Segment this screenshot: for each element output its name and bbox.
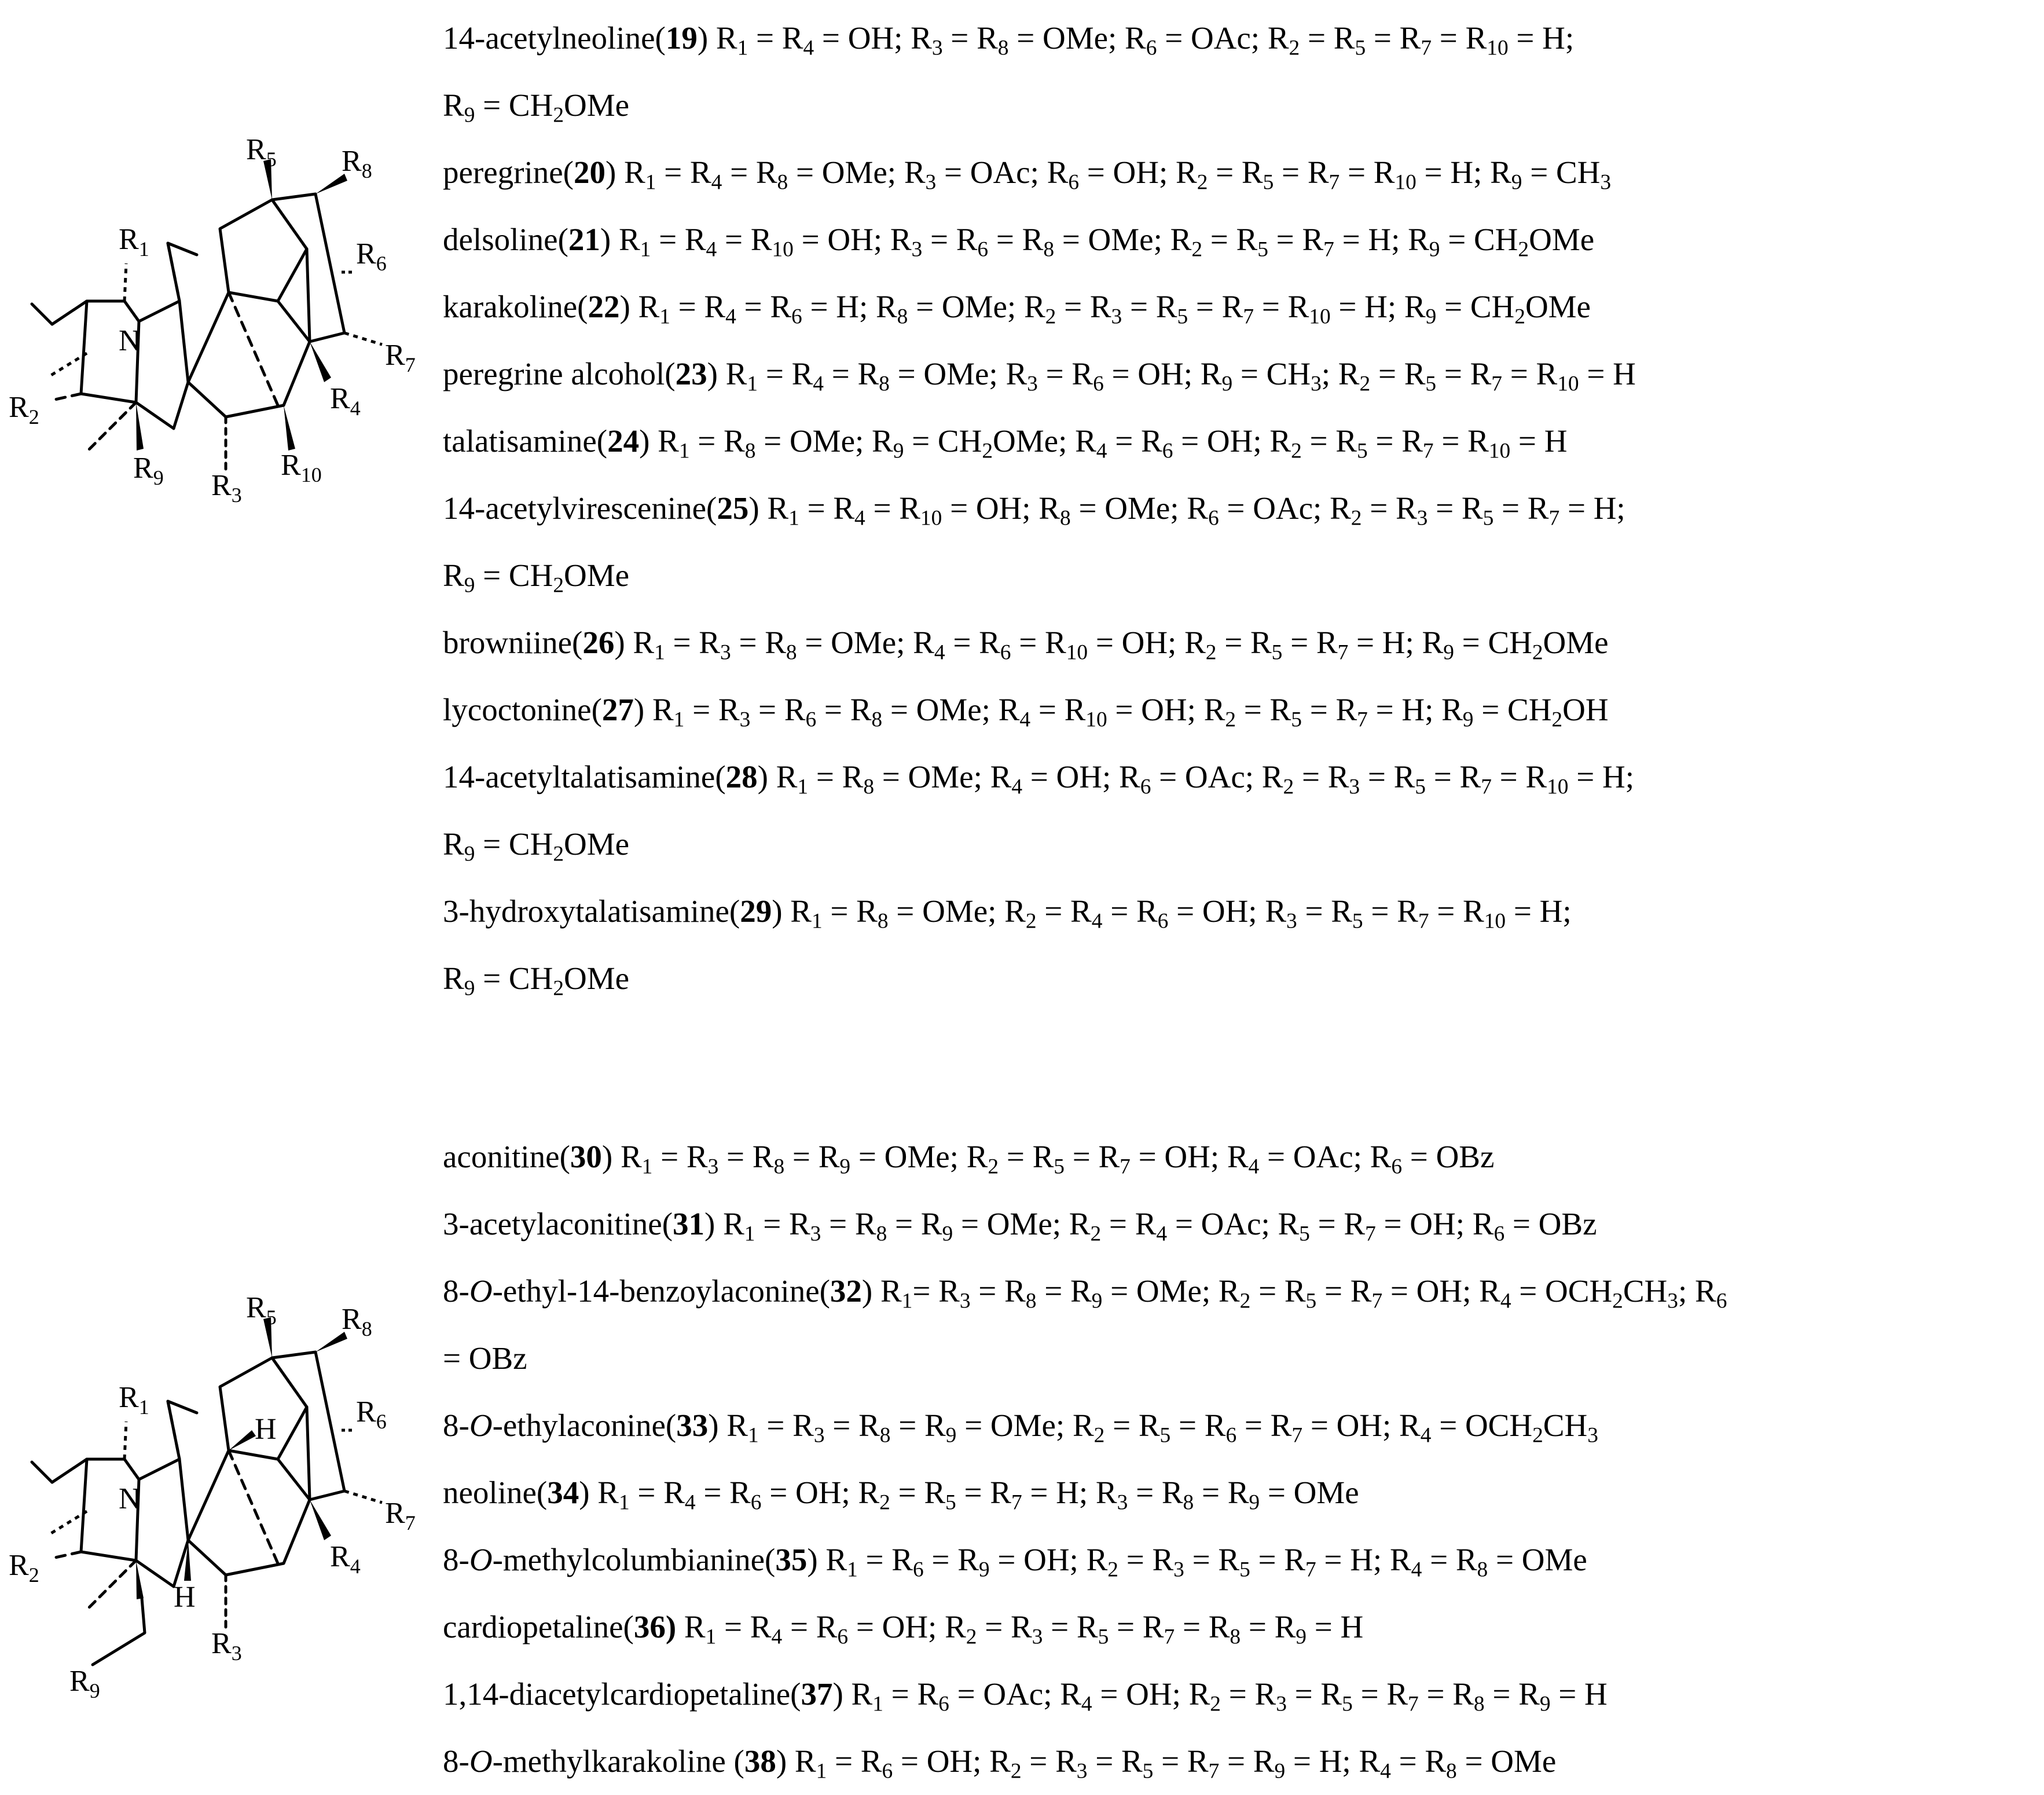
- label-r2: $R_2$: [9, 391, 39, 428]
- panel-b: [0, 1089, 2044, 1794]
- compound-line: $R_9 = CH_2OMe$: [443, 558, 630, 598]
- compound-line: 8-O-methylcolumbianine(35) $R_1 = R_6 = R_9$ = OH; $R_2 = R_3 = R_5 = R_7 = H$; $R_4 = R_8$ = OMe: [443, 1542, 1587, 1582]
- compound-line: 8-O-ethyl-14-benzoylaconine(32) $R_1= R_3 = R_8 = R_9$ = OMe; $R_2 = R_5 = R_7$ = OH; $R_4 = OCH_2CH_3$; $R_6$: [443, 1273, 1727, 1313]
- label-r8: $R_8$: [342, 1303, 372, 1340]
- compound-line: delsoline(21) $R_1 = R_4 = R_{10}$ = OH; $R_3 = R_6 = R_8$ = OMe; $R_2 = R_5 = R_7 = H$; $R_9 = CH_2OMe$: [443, 222, 1595, 262]
- label-r1: $R_1$: [119, 1381, 149, 1419]
- compound-line: neoline(34) $R_1 = R_4 = R_6$ = OH; $R_2 = R_5 = R_7 = H$; $R_3 = R_8 = R_9$ = OMe: [443, 1475, 1359, 1515]
- label-r6: $R_6$: [356, 237, 387, 275]
- compound-line: peregrine(20) $R_1 = R_4 = R_8$ = OMe; $R_3$ = OAc; $R_6$ = OH; $R_2 = R_5 = R_7 = R_{10} = H$; $R_9 = CH_3$: [443, 155, 1612, 195]
- compound-list-b: [443, 1123, 2029, 1795]
- compound-line: $R_9 = CH_2OMe$: [443, 961, 630, 1001]
- label-r5: $R_5$: [246, 133, 277, 171]
- compound-line: lycoctonine(27) $R_1 = R_3 = R_6 = R_8$ = OMe; $R_4 = R_{10}$ = OH; $R_2 = R_5 = R_7 = H$; $R_9 = CH_2OH$: [443, 692, 1609, 732]
- compound-line: 8-O-methylkarakoline (38) $R_1 = R_6$ = OH; $R_2 = R_3 = R_5 = R_7 = R_9 = H$; $R_4 = R_8$ = OMe: [443, 1743, 1557, 1783]
- label-r4: $R_4$: [330, 382, 361, 420]
- compound-line: 14-acetylneoline(19) $R_1 = R_4$ = OH; $R_3 = R_8$ = OMe; $R_6$ = OAc; $R_2 = R_5 = R_7 = R_{10} = H$;: [443, 20, 1575, 60]
- label-r7: $R_7$: [385, 339, 416, 376]
- label-r3: $R_3$: [211, 1627, 242, 1665]
- compound-list-a: [443, 5, 2029, 1012]
- compound-line: 3-acetylaconitine(31) $R_1 = R_3 = R_8 = R_9$ = OMe; $R_2 = R_4$ = OAc; $R_5 = R_7$ = OH; $R_6$ = OBz: [443, 1206, 1597, 1246]
- label-r9: $R_9$: [133, 452, 164, 489]
- label-r1: $R_1$: [119, 223, 149, 261]
- structure-a: [0, 0, 440, 533]
- structure-b: [0, 1089, 440, 1702]
- label-r10: $R_{10}$: [281, 449, 322, 486]
- label-r7: $R_7$: [385, 1497, 416, 1534]
- atom-h-bottom: H: [174, 1581, 196, 1614]
- compound-line: talatisamine(24) $R_1 = R_8$ = OMe; $R_9 = CH_2OMe$; $R_4 = R_6$ = OH; $R_2 = R_5 = R_7 = R_{10} = H$: [443, 423, 1568, 463]
- compound-line: 3-hydroxytalatisamine(29) $R_1 = R_8$ = OMe; $R_2 = R_4 = R_6$ = OH; $R_3 = R_5 = R_7 = R_{10} = H$;: [443, 893, 1572, 933]
- compound-line: 8-O-ethylaconine(33) $R_1 = R_3 = R_8 = R_9$ = OMe; $R_2 = R_5 = R_6 = R_7$ = OH; $R_4 = OCH_2CH_3$: [443, 1408, 1598, 1448]
- label-r5: $R_5$: [246, 1291, 277, 1329]
- label-r3: $R_3$: [211, 469, 242, 507]
- compound-line: browniine(26) $R_1 = R_3 = R_8$ = OMe; $R_4 = R_6 = R_{10}$ = OH; $R_2 = R_5 = R_7 = H$; $R_9 = CH_2OMe$: [443, 625, 1609, 665]
- compound-line: peregrine alcohol(23) $R_1 = R_4 = R_8$ = OMe; $R_3 = R_6$ = OH; $R_9 = CH_3$; $R_2 = R_5 = R_7 = R_{10} = H$: [443, 356, 1636, 396]
- label-r9: $R_9$: [69, 1665, 100, 1702]
- label-r6: $R_6$: [356, 1395, 387, 1433]
- compound-line: 14-acetyltalatisamine(28) $R_1 = R_8$ = OMe; $R_4$ = OH; $R_6$ = OAc; $R_2 = R_3 = R_5 = R_7 = R_{10} = H$;: [443, 759, 1635, 799]
- atom-n: N: [119, 1482, 141, 1515]
- compound-line: karakoline(22) $R_1 = R_4 = R_6 = H$; $R_8$ = OMe; $R_2 = R_3 = R_5 = R_7 = R_{10} = H$; $R_9 = CH_2OMe$: [443, 289, 1591, 329]
- compound-line: $R_9 = CH_2OMe$: [443, 87, 630, 127]
- label-r8: $R_8$: [342, 145, 372, 182]
- compound-line: 14-acetylvirescenine(25) $R_1 = R_4 = R_{10}$ = OH; $R_8$ = OMe; $R_6$ = OAc; $R_2 = R_3 = R_5 = R_7 = H$;: [443, 490, 1625, 530]
- compound-line: = OBz: [443, 1340, 527, 1376]
- label-r2: $R_2$: [9, 1549, 39, 1587]
- compound-line: 1,14-diacetylcardiopetaline(37) $R_1 = R_6$ = OAc; $R_4$ = OH; $R_2 = R_3 = R_5 = R_7 = R_8 = R_9 = H$: [443, 1676, 1608, 1716]
- label-r4: $R_4$: [330, 1540, 361, 1578]
- atom-h-top: H: [255, 1413, 277, 1446]
- compound-line: cardiopetaline(36) $R_1 = R_4 = R_6$ = OH; $R_2 = R_3 = R_5 = R_7 = R_8 = R_9 = H$: [443, 1609, 1364, 1649]
- compound-line: $R_9 = CH_2OMe$: [443, 826, 630, 866]
- compound-line: aconitine(30) $R_1 = R_3 = R_8 = R_9$ = OMe; $R_2 = R_5 = R_7$ = OH; $R_4$ = OAc; $R_6$ = OBz: [443, 1139, 1495, 1179]
- atom-n: N: [119, 324, 141, 357]
